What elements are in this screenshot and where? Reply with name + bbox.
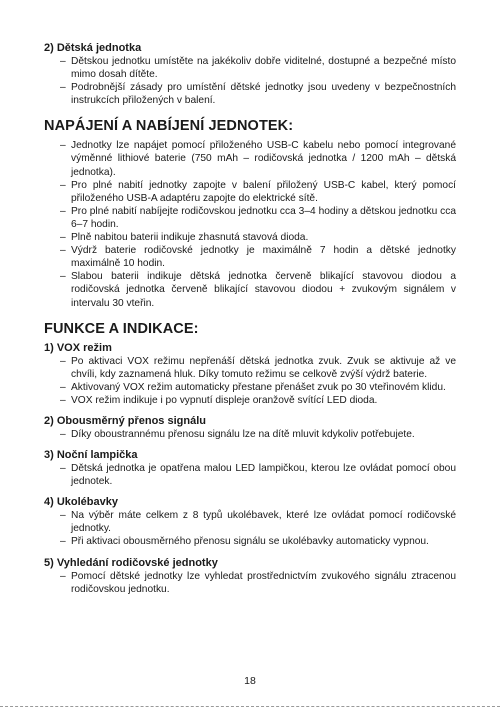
list-item: – Výdrž baterie rodičovské jednotky je maximálně 7 hodin a dětské jednotky maximálně 10 hodin. — [44, 244, 456, 270]
section-heading: FUNKCE A INDIKACE: — [44, 320, 199, 337]
list-item: – Plně nabitou baterii indikuje zhasnutá stavová dioda. — [44, 231, 456, 244]
list-item: – Pomocí dětské jednotky lze vyhledat prostřednictvím zvukového signálu ztracenou rodičovskou jednotku. — [44, 570, 456, 596]
bullet-list — [44, 570, 456, 596]
bullet-list — [44, 509, 456, 548]
section-child-unit — [44, 41, 456, 107]
bullet-list — [44, 139, 456, 309]
bullet-list — [44, 462, 456, 488]
list-item: – VOX režim indikuje i po vypnutí displeje oranžově svítící LED dioda. — [44, 394, 456, 407]
bullet-list — [44, 55, 456, 107]
list-item: – Na výběr máte celkem z 8 typů ukolébavek, které lze ovládat pomocí rodičovské jednotky. — [44, 509, 456, 535]
section-lullabies — [44, 495, 456, 548]
section-two-way-signal — [44, 414, 456, 441]
bullet-list — [44, 428, 456, 441]
subheading: 3) Noční lampička — [44, 449, 138, 462]
list-item: – Dětská jednotka je opatřena malou LED lampičkou, kterou lze ovládat pomocí obou jednotek. — [44, 462, 456, 488]
section-heading: NAPÁJENÍ A NABÍJENÍ JEDNOTEK: — [44, 118, 294, 135]
subheading: 5) Vyhledání rodičovské jednotky — [44, 556, 218, 569]
list-item: – Slabou baterii indikuje dětská jednotka červeně blikající stavovou diodou a rodičovská jednotka červeně blikající stavovou diodou + zvukovým signálem v intervalu 30 vteřin. — [44, 270, 456, 309]
list-item: – Jednotky lze napájet pomocí přiloženého USB-C kabelu nebo pomocí integrované výměnné lithiové baterie (750 mAh – rodičovská jednotka / 1200 mAh – dětská jednotka). — [44, 139, 456, 178]
section-vox-mode — [44, 341, 456, 407]
section-functions — [44, 320, 456, 338]
subheading: 2) Dětská jednotka — [44, 42, 142, 54]
page-number: 18 — [244, 675, 256, 687]
list-item: – Aktivovaný VOX režim automaticky přestane přenášet zvuk po 30 vteřinovém klidu. — [44, 381, 456, 394]
bullet-list — [44, 355, 456, 407]
list-item: – Po aktivaci VOX režimu nepřenáší dětská jednotka zvuk. Zvuk se aktivuje až ve chvíli, kdy zaznamená hluk. Díky tomuto režimu se celkově zvýší výdrž baterie. — [44, 355, 456, 381]
list-item: – Dětskou jednotku umístěte na jakékoliv dobře viditelné, dostupné a bezpečné místo mimo dosah dítěte. — [44, 55, 456, 81]
list-item: – Při aktivaci obousměrného přenosu signálu se ukolébavky automaticky vypnou. — [44, 535, 456, 548]
section-find-parent-unit — [44, 556, 456, 596]
subheading: 2) Obousměrný přenos signálu — [44, 414, 206, 427]
page-divider — [0, 706, 500, 707]
section-night-lamp — [44, 448, 456, 488]
list-item: – Pro plné nabití jednotky zapojte v balení přiložený USB-C kabel, který pomocí přiloženého USB-A adaptéru zapojte do elektrické sítě. — [44, 179, 456, 205]
subheading: 4) Ukolébavky — [44, 496, 118, 509]
manual-page — [44, 38, 456, 596]
list-item: – Pro plné nabití nabíjejte rodičovskou jednotku cca 3–4 hodiny a dětskou jednotku cca 6–7 hodin. — [44, 205, 456, 231]
list-item: – Díky oboustrannému přenosu signálu lze na dítě mluvit kdykoliv potřebujete. — [44, 428, 456, 441]
list-item: – Podrobnější zásady pro umístění dětské jednotky jsou uvedeny v bezpečnostních instrukcích přiložených v balení. — [44, 81, 456, 107]
section-power-charging — [44, 117, 456, 309]
subheading: 1) VOX režim — [44, 341, 112, 354]
